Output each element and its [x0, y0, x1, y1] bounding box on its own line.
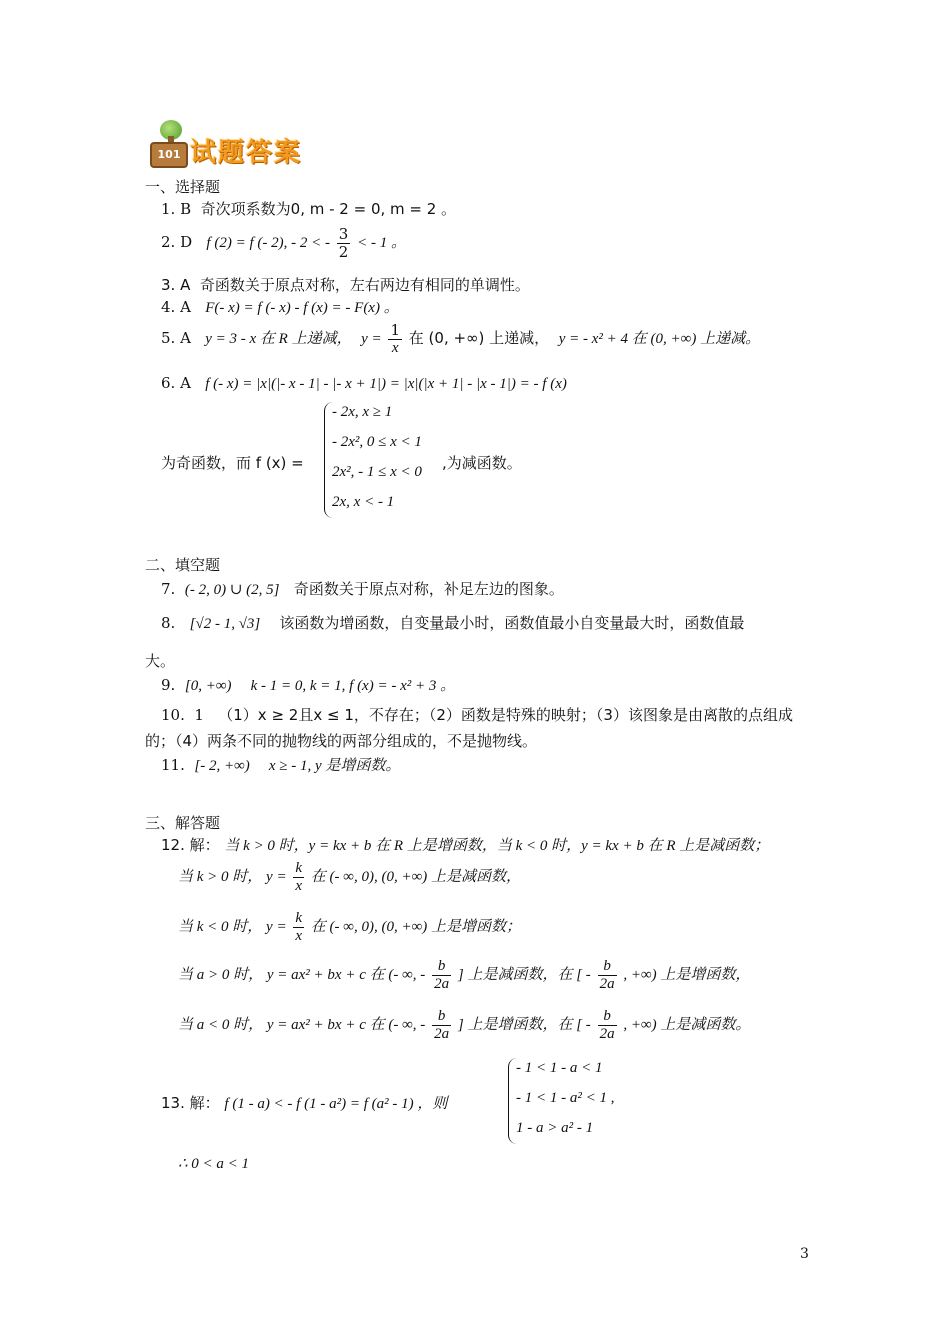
answer-12-l5-fraction: $\frac{b}{2a}$ [434, 1008, 450, 1042]
answer-4 [161, 296, 399, 317]
answer-6-case-3: 2x², - 1 ≤ x < 0 [332, 464, 422, 480]
answer-12-l4a: 当 a > 0 时， y = ax² + bx + c 在 (- ∞, - [178, 967, 426, 983]
answer-1-num: 1. B [161, 200, 192, 218]
answer-11-text: x ≥ - 1, y 是增函数。 [268, 758, 401, 774]
answer-12-l3b: 在 (- ∞, 0), (0, +∞) 上是增函数； [310, 919, 522, 935]
answer-12-l3-fraction: $\frac{k}{x}$ [295, 910, 303, 944]
answer-12-l5a: 当 a < 0 时， y = ax² + bx + c 在 (- ∞, - [178, 1017, 426, 1033]
answer-7-answer: (- 2, 0) ∪ (2, 5] [184, 582, 280, 598]
answer-2 [161, 226, 406, 260]
answer-13-text: f (1 - a) < - f (1 - a²) = f (a² - 1) ，则 [224, 1096, 448, 1112]
answer-8-text-cont: 大。 [145, 652, 176, 670]
answer-3 [161, 274, 530, 295]
answer-12-l5c: , +∞) 上是减函数。 [623, 1017, 751, 1033]
answer-13-case-1: - 1 < 1 - a < 1 [516, 1060, 603, 1076]
answer-12-line1 [161, 834, 769, 855]
answer-7-text: 奇函数关于原点对称，补足左边的图象。 [293, 580, 564, 598]
section-heading-fill: 二、填空题 [145, 556, 221, 574]
answer-6-num: 6. A [161, 374, 191, 392]
answer-13-case-2: - 1 < 1 - a² < 1 , [516, 1090, 615, 1106]
answer-10-text-cont: 的；（4）两条不同的抛物线的两部分组成的，不是抛物线。 [145, 732, 538, 750]
answer-12-line4 [178, 958, 750, 992]
answer-10-num: 10. [161, 706, 185, 724]
answer-5-part-a: y = 3 - x 在 R 上递减， [205, 331, 352, 347]
answer-2-tail: < - 1 。 [357, 235, 406, 251]
answer-12-l4c: , +∞) 上是增函数， [623, 967, 751, 983]
answer-13-num: 13. 解： [161, 1094, 220, 1112]
answer-6-case-4: 2x, x < - 1 [332, 494, 395, 510]
answer-6-line1 [161, 374, 567, 393]
answer-10-text: （1）x ≥ 2且x ≤ 1，不存在；（2）函数是特殊的映射；（3）该图象是由离散的点组成 [218, 706, 793, 724]
answer-3-num: 3. A [161, 276, 191, 294]
answer-4-num: 4. A [161, 298, 191, 316]
answer-5 [161, 322, 760, 356]
answer-12-l3a: 当 k < 0 时， y = [178, 919, 287, 935]
answer-12-l4-fraction: $\frac{b}{2a}$ [434, 958, 450, 992]
answer-2-num: 2. D [161, 233, 193, 251]
logo-badge: 101 [150, 142, 188, 168]
answer-8 [161, 612, 744, 633]
answer-11-answer: [- 2, +∞) [194, 758, 250, 774]
answer-12-l2a: 当 k > 0 时， y = [178, 869, 287, 885]
answer-12-l1: 当 k > 0 时，y = kx + b 在 R 上是增函数，当 k < 0 时，y = kx + b 在 R 上是减函数； [224, 838, 770, 854]
answer-12-num: 12. 解： [161, 836, 220, 854]
answer-8-answer: [√2 - 1, √3] [189, 616, 261, 632]
answer-1 [161, 198, 456, 219]
answer-6-case-1: - 2x, x ≥ 1 [332, 404, 393, 420]
answer-7 [161, 578, 564, 599]
answer-8-num: 8. [161, 614, 176, 632]
answer-12-line5 [178, 1008, 750, 1042]
section-heading-choice: 一、选择题 [145, 178, 221, 196]
answer-5-part-c: 在 (0, +∞) 上递减， [408, 329, 550, 347]
answer-5-fraction: $\frac{1}{x}$ [390, 321, 400, 356]
answer-12-l5b: ] 上是增函数，在 [ - [457, 1017, 591, 1033]
answer-1-text: 奇次项系数为0, m - 2 = 0, m = 2 。 [200, 200, 457, 218]
answer-6-prefix: 为奇函数，而 f (x) = [161, 454, 304, 472]
answer-4-text: F(- x) = f (- x) - f (x) = - F(x) 。 [205, 300, 399, 316]
answer-5-part-b: y = [361, 331, 382, 347]
answer-12-l2-fraction: $\frac{k}{x}$ [295, 860, 303, 894]
answer-8-text: 该函数为增函数，自变量最小时，函数值最小自变量最大时，函数值最 [279, 614, 745, 632]
answer-9 [161, 674, 455, 695]
answer-13-case-3: 1 - a > a² - 1 [516, 1120, 594, 1136]
answer-12-line2 [178, 860, 521, 894]
answer-logo [140, 120, 340, 172]
answer-11 [161, 754, 400, 775]
answer-3-text: 奇函数关于原点对称，左右两边有相同的单调性。 [199, 276, 530, 294]
answer-10-answer: 1 [194, 706, 204, 724]
answer-5-part-d: y = - x² + 4 在 (0, +∞) 上递减。 [558, 331, 761, 347]
section-heading-solution: 三、解答题 [145, 814, 221, 832]
answer-10 [161, 704, 793, 725]
answer-5-num: 5. A [161, 329, 191, 347]
answer-12-l4-fraction-2: $\frac{b}{2a}$ [599, 958, 615, 992]
answer-12-l5-fraction-2: $\frac{b}{2a}$ [599, 1008, 615, 1042]
answer-11-num: 11. [161, 756, 185, 774]
answer-9-text: k - 1 = 0, k = 1, f (x) = - x² + 3 。 [250, 678, 456, 694]
answer-6-suffix: ,为减函数。 [442, 454, 522, 472]
answer-7-num: 7. [161, 580, 176, 598]
answer-6-expression: f (- x) = |x|(|- x - 1| - |- x + 1|) = |x|(|x + 1| - |x - 1|) = - f (x) [205, 376, 567, 392]
answer-2-text: f (2) = f (- 2), - 2 < - [206, 235, 330, 251]
answer-13-conclusion: ∴ 0 < a < 1 [178, 1156, 250, 1172]
answer-6-case-2: - 2x², 0 ≤ x < 1 [332, 434, 422, 450]
answer-12-line3 [178, 910, 521, 944]
answer-12-l4b: ] 上是减函数，在 [ - [457, 967, 591, 983]
answer-2-fraction: $\frac{3}{2}$ [338, 225, 349, 261]
answer-9-answer: [0, +∞) [184, 678, 232, 694]
answer-12-l2b: 在 (- ∞, 0), (0, +∞) 上是减函数， [310, 869, 522, 885]
answer-13 [161, 1092, 447, 1113]
logo-title: 试题答案 [190, 138, 303, 168]
page-number: 3 [800, 1246, 809, 1262]
answer-9-num: 9. [161, 676, 176, 694]
